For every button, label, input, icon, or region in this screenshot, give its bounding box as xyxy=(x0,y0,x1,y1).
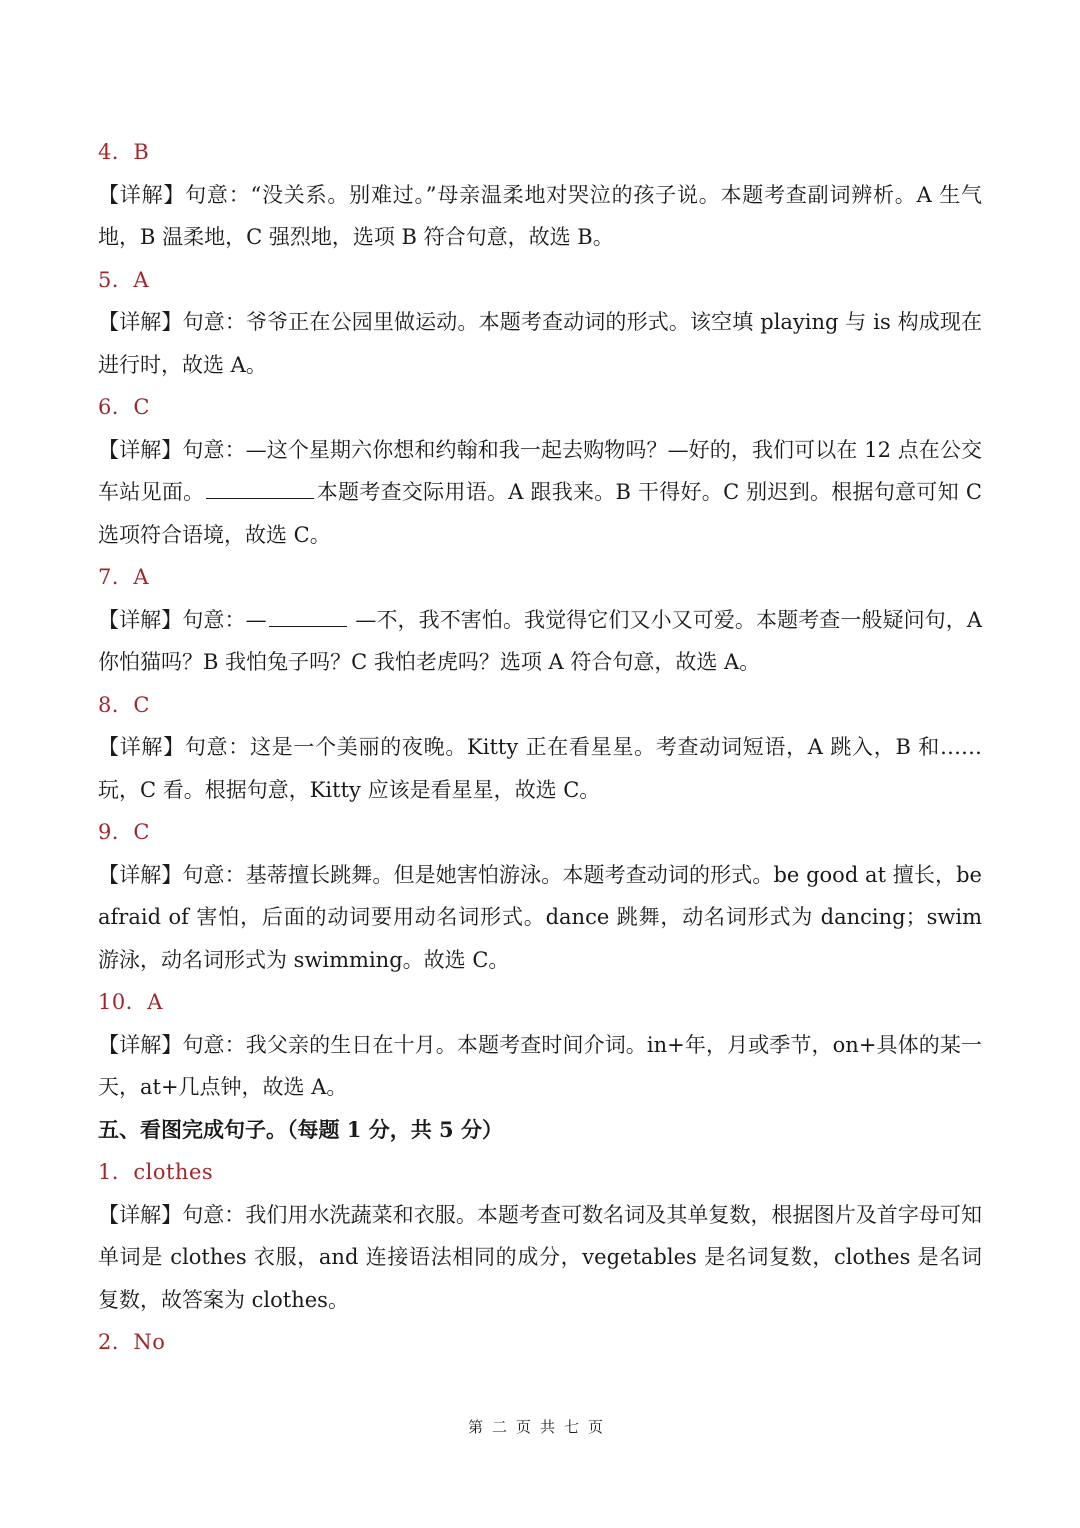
answer-separator: ． xyxy=(111,1330,134,1354)
answer-value: A xyxy=(133,565,150,589)
page-footer: 第二页共七页 xyxy=(467,1418,612,1436)
answer-separator: ． xyxy=(111,820,134,844)
answer-separator: ． xyxy=(111,140,134,164)
fill-blank xyxy=(206,476,314,499)
answer-value: A xyxy=(147,990,163,1014)
answer-line-9 xyxy=(98,811,982,854)
answer-line-8 xyxy=(98,684,982,727)
answer-number: 7 xyxy=(98,565,112,589)
answer-line-4 xyxy=(98,131,982,174)
answer-line-6 xyxy=(98,386,982,429)
answer-value: A xyxy=(133,267,150,292)
fill-blank xyxy=(269,604,347,627)
answer-number: 2 xyxy=(98,1330,112,1354)
answer-separator: ． xyxy=(111,565,134,589)
answer-value: C xyxy=(133,395,150,419)
explanation-9: 【详解】句意：基蒂擅长跳舞。但是她害怕游泳。本题考查动词的形式。be good at 擅长，be afraid of 害怕，后面的动词要用动名词形式。dance 跳舞，动名词形式为 dancing；swim 游泳，动名词形式为 swimming。故选 C。 xyxy=(98,862,982,972)
explanation-8: 【详解】句意：这是一个美丽的夜晚。Kitty 正在看星星。考查动词短语，A 跳入，B 和……玩，C 看。根据句意，Kitty 应该是看星星，故选 C。 xyxy=(98,735,982,802)
section-explanation-1: 【详解】句意：我们用水洗蔬菜和衣服。本题考查可数名词及其单复数，根据图片及首字母可知单词是 clothes 衣服，and 连接语法相同的成分，vegetables 是名词复数，clothes 是名词复数，故答案为 clothes。 xyxy=(98,1202,982,1312)
explanation-text: 本题考查交际用语。A 跟我来。B 干得好。C 别迟到。根据句意可知 C 选项符合语境，故选 C。 xyxy=(98,480,983,547)
answer-number: 9 xyxy=(98,820,112,844)
explanation-5: 【详解】句意：爷爷正在公园里做运动。本题考查动词的形式。该空填 playing 与 is 构成现在进行时，故选 A。 xyxy=(98,310,982,377)
answer-number: 1 xyxy=(98,1160,112,1184)
answer-separator: ． xyxy=(111,1160,134,1184)
answer-number: 6 xyxy=(98,395,112,419)
section-answer-line-1 xyxy=(98,1151,982,1194)
answer-number: 10 xyxy=(98,990,126,1014)
section-answer-line-2 xyxy=(98,1321,982,1364)
explanation-4: 【详解】句意：“没关系。别难过。”母亲温柔地对哭泣的孩子说。本题考查副词辨析。A 生气地，B 温柔地，C 强烈地，选项 B 符合句意，故选 B。 xyxy=(98,182,982,249)
answer-number: 5 xyxy=(98,267,112,292)
answer-separator: ． xyxy=(125,990,148,1014)
answer-value: clothes xyxy=(133,1160,214,1184)
answer-separator: ． xyxy=(111,267,134,292)
explanation-text: 【详解】句意：— xyxy=(98,607,267,632)
answer-number: 4 xyxy=(98,140,112,164)
answer-line-10 xyxy=(98,981,982,1024)
answer-separator: ． xyxy=(111,395,134,419)
answer-value: No xyxy=(133,1330,166,1354)
answer-separator: ． xyxy=(111,692,134,717)
answer-line-5 xyxy=(98,259,982,302)
section-heading: 五、看图完成句子。（每题 1 分，共 5 分） xyxy=(98,1116,503,1142)
answer-number: 8 xyxy=(98,692,112,717)
explanation-text: —不，我不害怕。我觉得它们又小又可爱。本题考查一般疑问句，A 你怕猫吗？B 我怕兔子吗？C 我怕老虎吗？选项 A 符合句意，故选 A。 xyxy=(98,607,983,674)
answer-value: C xyxy=(133,820,150,844)
explanation-text: 【详解】句意：—这个星期六你想和约翰和我一起去购物吗？—好的，我们可以在 12 点在公交车站见面。 xyxy=(98,437,982,504)
explanation-6 xyxy=(98,429,982,557)
answer-line-7 xyxy=(98,556,982,599)
answer-value: C xyxy=(133,692,150,717)
explanation-7 xyxy=(98,599,982,684)
answer-value: B xyxy=(133,140,150,164)
explanation-10: 【详解】句意：我父亲的生日在十月。本题考查时间介词。in+年，月或季节，on+具体的某一天，at+几点钟，故选 A。 xyxy=(98,1032,982,1099)
answer-key-content xyxy=(98,131,982,1364)
